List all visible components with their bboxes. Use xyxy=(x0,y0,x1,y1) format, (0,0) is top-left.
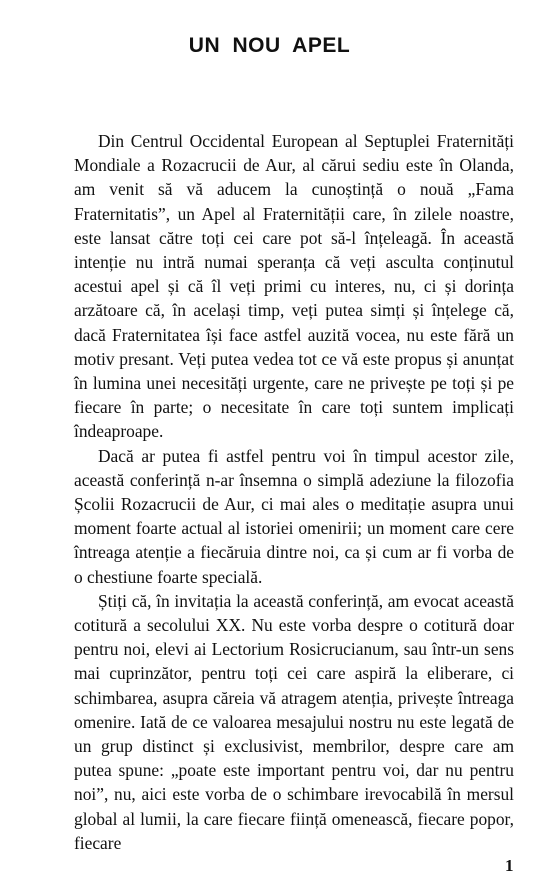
page-title: UN NOU APEL xyxy=(188,34,351,57)
body-text xyxy=(74,129,514,855)
paragraph-1: Din Centrul Occidental European al Septuplei Fraternități Mondiale a Rozacrucii de Aur, al cărui sediu este în Olanda, am venit să vă aducem la cunoștință o nouă „Fama Fraternitatis”, un Apel al Fraternității care, în zilele noastre, este lansat către toți cei care pot să-l înțeleagă. În această intenție nu intră numai speranța că veți asculta conținutul acestui apel și că îl veți primi cu interes, nu, ci și dorința arzătoare că, în același timp, veți putea simți și înțelege că, dacă Fraternitatea își face astfel auzită vocea, nu este fără un motiv presant. Veți putea vedea tot ce vă este propus și anunțat în lumina unei necesități urgente, care ne privește pe toți și pe fiecare în parte; o necesitate în care toți suntem implicați îndeaproape. xyxy=(74,131,514,442)
paragraph-2: Dacă ar putea fi astfel pentru voi în timpul acestor zile, această conferință n-ar însemna o simplă adeziune la filozofia Școlii Rozacrucii de Aur, ci mai ales o meditație asupra unui moment foarte actual al istoriei omenirii; un moment care cere întreaga atenție a fiecăruia dintre noi, ca și cum ar fi vorba de o chestiune foarte specială. xyxy=(74,445,514,587)
paragraph-3: Știți că, în invitația la această conferință, am evocat această cotitură a secolului XX. Nu este vorba despre o cotitură doar pentru noi, elevi ai Lectorium Rosicrucianum, sau într-un sens mai cuprinzător, pentru toți cei care aspiră la eliberare, ci schimbarea, asupra căreia vă atragem atenția, privește întreaga omenire. Iată de ce valoarea mesajului nostru nu este legată de un grup distinct și exclusivist, membrilor, despre care am putea spune: „poate este important pentru voi, dar nu pentru noi”, nu, aici este vorba de o schimbare irevocabilă în mersul global al lumii, la care fiecare ființă omenească, fiecare popor, fiecare xyxy=(74,590,514,853)
page-number: 1 xyxy=(505,856,514,875)
